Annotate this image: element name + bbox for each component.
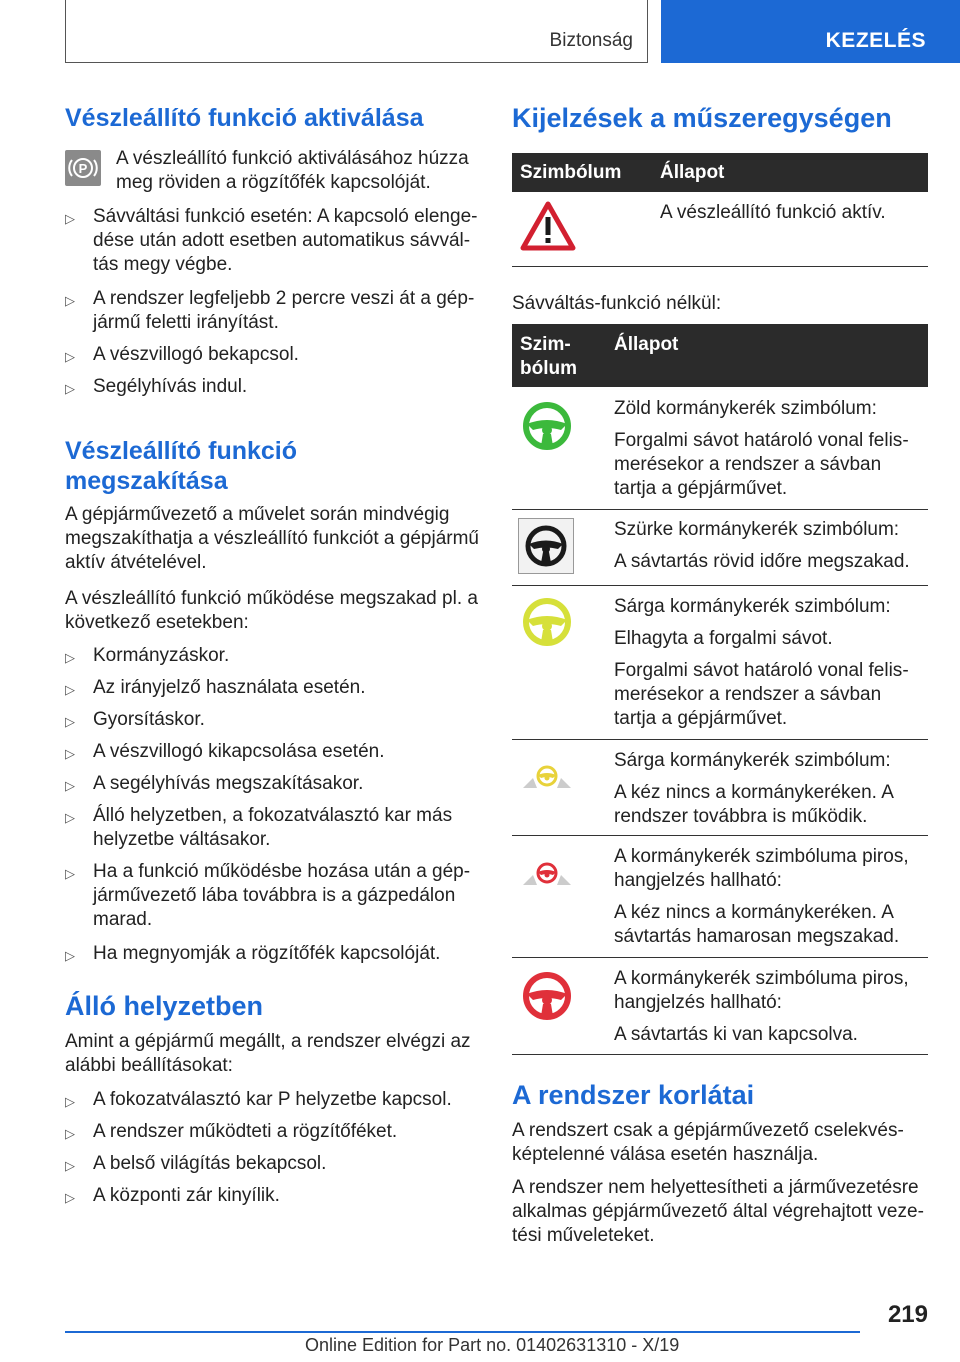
bullet-triangle-icon: ▷ <box>65 714 75 729</box>
footer-divider <box>65 1331 860 1333</box>
warning-triangle-icon <box>520 200 576 257</box>
bullet-triangle-icon: ▷ <box>65 1094 75 1109</box>
table-divider <box>512 835 928 836</box>
bullet-triangle-icon: ▷ <box>65 1158 75 1173</box>
heading-interrupt-line1: Vészleállító funkció <box>65 437 298 465</box>
heading-limits: A rendszer korlátai <box>512 1080 755 1110</box>
table-divider <box>512 266 928 267</box>
table2-col-symbol-a: Szim- <box>520 334 571 355</box>
header-section-box <box>65 0 648 63</box>
bullet-triangle-icon: ▷ <box>65 810 75 825</box>
table2-row-text: Sárga kormánykerék szimbólum: A kéz nincs a kormánykeréken. A rendszer továbbra is működik. <box>614 750 893 827</box>
header-chapter-title: KEZELÉS <box>825 29 926 52</box>
list-item: ▷ A segélyhívás megszakításakor. <box>65 772 483 796</box>
table1-col-symbol: Szimbólum <box>520 162 622 183</box>
bullet-triangle-icon: ▷ <box>65 682 75 697</box>
list-item: ▷ Segélyhívás indul. <box>65 375 483 399</box>
table2-row-text: A kormánykerék szimbóluma piros, hangjelzés hallható: A kéz nincs a kormánykeréken. A sávtartás hamarosan megszakad. <box>614 846 909 947</box>
table1-row-text: A vészleállító funkció aktív. <box>660 202 886 223</box>
activation-text: A vészleállító funkció aktiválásához húzza meg röviden a rögzítőfék kapcsolóját. <box>116 148 469 193</box>
bullet-triangle-icon: ▷ <box>65 866 75 881</box>
steering-wheel-gray-icon <box>518 518 574 574</box>
steering-wheel-yellow-hands-off-icon <box>521 758 573 799</box>
list-item: ▷ A központi zár kinyílik. <box>65 1184 483 1208</box>
table2-row-text: Zöld kormánykerék szimbólum: Forgalmi sávot határoló vonal felismerésekor a rendszer a sávban tartja a gépjárművet. <box>614 398 909 499</box>
list-item: ▷ Ha megnyomják a rögzítőfék kapcsolóját. <box>65 942 483 966</box>
table2-header <box>512 324 928 387</box>
bullet-triangle-icon: ▷ <box>65 349 75 364</box>
bullet-triangle-icon: ▷ <box>65 746 75 761</box>
table2-row-text: A kormánykerék szimbóluma piros, hangjelzés hallható: A sávtartás ki van kapcsolva. <box>614 968 909 1045</box>
table2-col-symbol-b: bólum <box>520 358 577 379</box>
heading-activation: Vészleállító funkció aktiválása <box>65 104 424 132</box>
table-divider <box>512 1054 928 1055</box>
steering-wheel-red-icon <box>521 970 573 1027</box>
no-lane-change-label: Sávváltás-funkció nélkül: <box>512 293 722 314</box>
steering-wheel-red-hands-off-icon <box>521 855 573 896</box>
steering-wheel-green-icon <box>521 400 573 457</box>
list-item: ▷ A vészvillogó bekapcsol. <box>65 343 483 367</box>
bullet-triangle-icon: ▷ <box>65 381 75 396</box>
steering-wheel-yellow-icon <box>521 596 573 653</box>
parking-brake-icon <box>65 150 101 186</box>
table2-row-text: Szürke kormánykerék szimbólum: A sávtartás rövid időre megszakad. <box>614 519 910 572</box>
limits-paragraph-1: A rendszert csak a gépjárművezető cselekvésképtelenné válása esetén használja. <box>512 1120 904 1165</box>
page-number: 219 <box>887 1301 928 1328</box>
footer-edition: Online Edition for Part no. 01402631310 - X/19 <box>305 1335 680 1355</box>
bullet-triangle-icon: ▷ <box>65 778 75 793</box>
header-chapter-box <box>661 0 960 63</box>
interrupt-paragraph-2: A vészleállító funkció működése megszakad pl. a következő esetekben: <box>65 588 478 633</box>
svg-text:P: P <box>78 161 88 176</box>
table2-row-text: Sárga kormánykerék szimbólum: Elhagyta a forgalmi sávot. Forgalmi sávot határoló vonal felismerésekor a rendszer a sávban tartja a gépjárművet. <box>614 596 909 729</box>
list-item: ▷ Az irányjelző használata esetén. <box>65 676 483 700</box>
table1-header <box>512 153 928 192</box>
table-divider <box>512 509 928 510</box>
list-item: ▷ A vészvillogó kikapcsolása esetén. <box>65 740 483 764</box>
header-section-title: Biztonság <box>549 30 633 51</box>
heading-displays: Kijelzések a műszeregységen <box>512 103 892 133</box>
bullet-triangle-icon: ▷ <box>65 293 75 308</box>
table-divider <box>512 585 928 586</box>
list-item: ▷ A fokozatválasztó kar P helyzetbe kapcsol. <box>65 1088 483 1112</box>
list-item: ▷ Sávváltási funkció esetén: A kapcsoló elengedése után adott esetben automatikus sávváltás megy végbe. <box>65 206 478 275</box>
table2-col-state: Állapot <box>614 334 679 355</box>
heading-standstill: Álló helyzetben <box>65 991 264 1021</box>
list-item: ▷ A rendszer működteti a rögzítőféket. <box>65 1120 483 1144</box>
list-item: ▷ A belső világítás bekapcsol. <box>65 1152 483 1176</box>
bullet-triangle-icon: ▷ <box>65 211 75 226</box>
bullet-triangle-icon: ▷ <box>65 948 75 963</box>
limits-paragraph-2: A rendszer nem helyettesítheti a járművezetésre alkalmas gépjárművezető által végrehajtott vezetési műveleteket. <box>512 1177 924 1246</box>
list-item: ▷ Kormányzáskor. <box>65 644 483 668</box>
heading-interrupt-line2: megszakítása <box>65 467 228 495</box>
table1-col-state: Állapot <box>660 162 725 183</box>
list-item: ▷ A rendszer legfeljebb 2 percre veszi át a gépjármű feletti irányítást. <box>65 288 475 333</box>
list-item: ▷ Álló helyzetben, a fokozatválasztó kar más helyzetbe váltásakor. <box>65 805 453 850</box>
table-divider <box>512 739 928 740</box>
interrupt-paragraph-1: A gépjárművezető a művelet során mindvégig megszakíthatja a vészleállító funkciót a gépjármű aktív átvételével. <box>65 504 479 573</box>
bullet-triangle-icon: ▷ <box>65 1190 75 1205</box>
table-divider <box>512 957 928 958</box>
standstill-paragraph: Amint a gépjármű megállt, a rendszer elvégzi az alábbi beállításokat: <box>65 1031 471 1076</box>
list-item: ▷ Gyorsításkor. <box>65 708 483 732</box>
bullet-triangle-icon: ▷ <box>65 1126 75 1141</box>
list-item: ▷ Ha a funkció működésbe hozása után a gépjárművezető lába továbbra is a gázpedálon marad. <box>65 861 471 930</box>
bullet-triangle-icon: ▷ <box>65 650 75 665</box>
